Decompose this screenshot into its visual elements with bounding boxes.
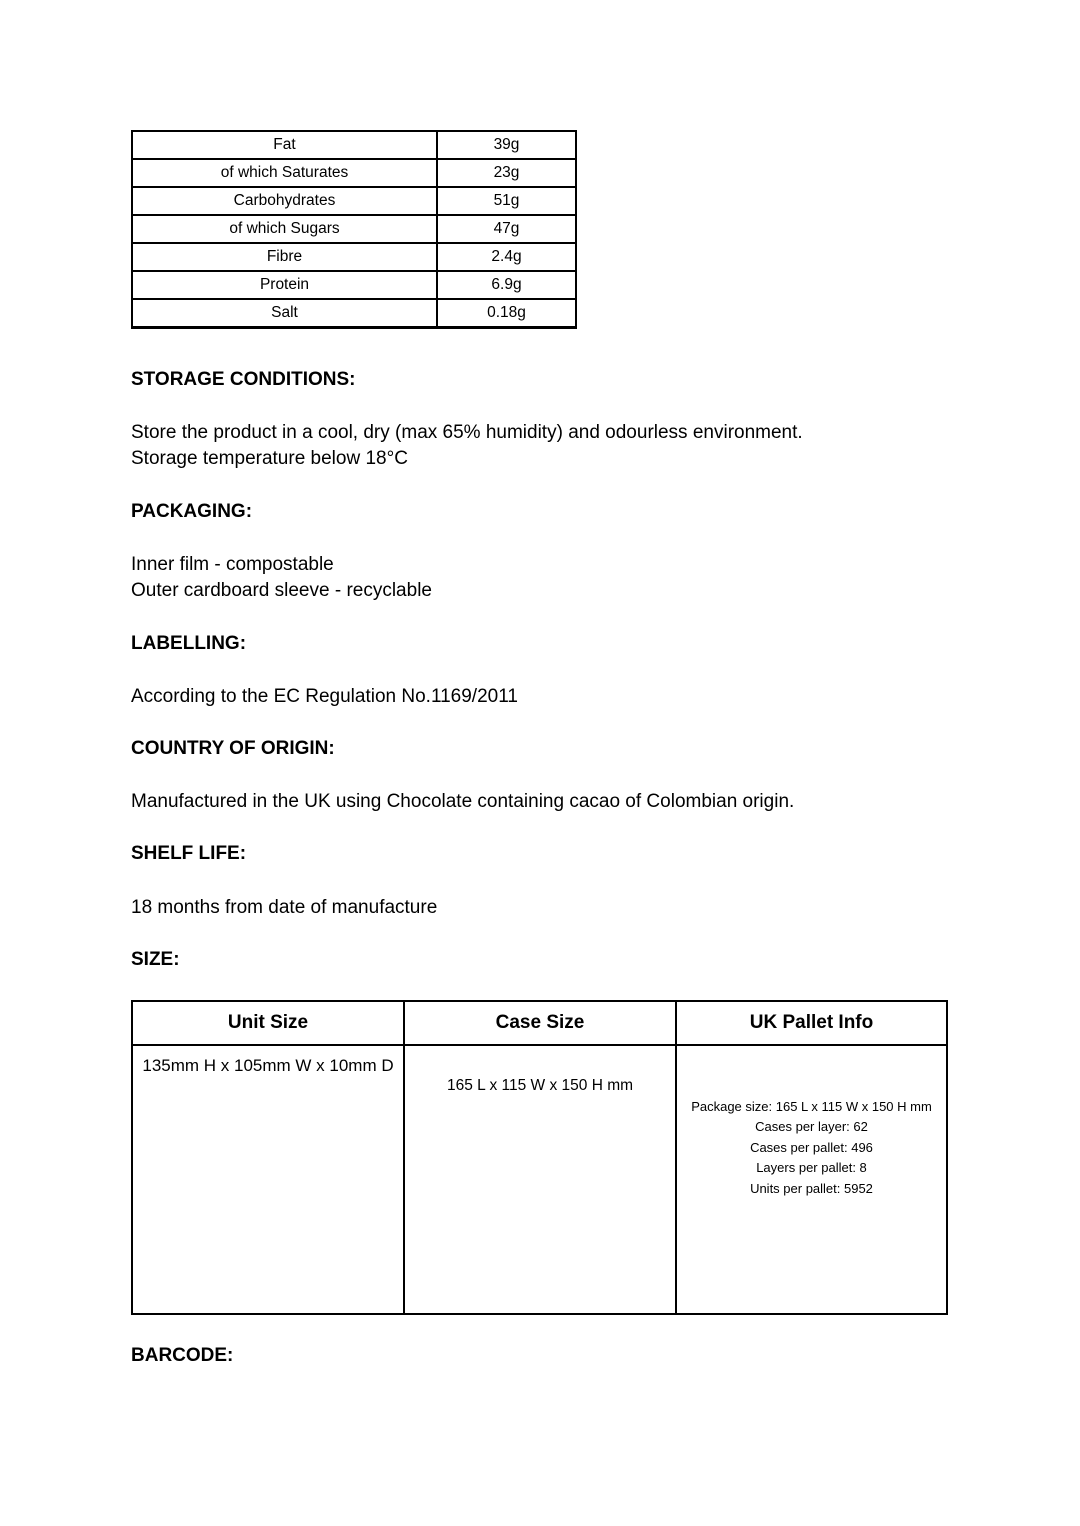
table-row: [132, 1045, 947, 1314]
unit-size-cell: [132, 1045, 404, 1314]
pallet-info-line: Cases per pallet: 496: [750, 1139, 873, 1155]
column-header: Unit Size: [132, 1001, 404, 1045]
column-header: Case Size: [404, 1001, 676, 1045]
unit-size-value: 135mm H x 105mm W x 10mm D: [142, 1056, 394, 1075]
nutrient-value: 39g: [437, 131, 576, 159]
nutrient-name: of which Saturates: [132, 159, 437, 187]
nutrient-value: 51g: [437, 187, 576, 215]
shelf-life-heading: SHELF LIFE:: [131, 843, 247, 864]
pallet-info-line: Cases per layer: 62: [755, 1119, 868, 1135]
origin-heading: COUNTRY OF ORIGIN:: [131, 738, 335, 759]
pallet-info-line: Units per pallet: 5952: [750, 1180, 873, 1196]
nutrient-name: of which Sugars: [132, 215, 437, 243]
nutrient-name: Salt: [132, 299, 437, 328]
nutrient-value: 0.18g: [437, 299, 576, 328]
packaging-heading: PACKAGING:: [131, 501, 253, 522]
storage-line: Store the product in a cool, dry (max 65% humidity) and odourless environment.: [131, 422, 803, 443]
packaging-line: Inner film - compostable: [131, 554, 334, 575]
storage-heading: STORAGE CONDITIONS:: [131, 369, 356, 390]
nutrient-value: 23g: [437, 159, 576, 187]
nutrient-value: 47g: [437, 215, 576, 243]
size-heading: SIZE:: [131, 949, 180, 970]
case-size-value: 165 L x 115 W x 150 H mm: [446, 1077, 634, 1094]
case-size-cell: [404, 1045, 676, 1314]
pallet-info-line: Package size: 165 L x 115 W x 150 H mm: [691, 1099, 932, 1114]
table-row: [132, 159, 576, 187]
labelling-text: According to the EC Regulation No.1169/2011: [131, 686, 518, 707]
origin-text: Manufactured in the UK using Chocolate containing cacao of Colombian origin.: [131, 791, 795, 812]
nutrient-name: Fat: [132, 131, 437, 159]
shelf-life-text: 18 months from date of manufacture: [131, 897, 438, 918]
size-table: [131, 1000, 948, 1315]
nutrient-value: 2.4g: [437, 243, 576, 271]
storage-text: [131, 420, 803, 472]
nutrient-name: Protein: [132, 271, 437, 299]
pallet-info-cell: [676, 1045, 947, 1314]
packaging-text: [131, 552, 432, 604]
table-row: [132, 215, 576, 243]
nutrition-table: [131, 130, 577, 329]
table-row: [132, 187, 576, 215]
table-row: [132, 299, 576, 328]
table-row: [132, 271, 576, 299]
barcode-heading: BARCODE:: [131, 1345, 234, 1366]
nutrient-name: Fibre: [132, 243, 437, 271]
table-row: [132, 131, 576, 159]
labelling-heading: LABELLING:: [131, 633, 247, 654]
packaging-line: Outer cardboard sleeve - recyclable: [131, 580, 432, 601]
storage-line: Storage temperature below 18°C: [131, 448, 408, 469]
table-row: [132, 243, 576, 271]
table-header-row: [132, 1001, 947, 1045]
pallet-info-line: Layers per pallet: 8: [756, 1160, 867, 1176]
nutrient-value: 6.9g: [437, 271, 576, 299]
column-header: UK Pallet Info: [676, 1001, 947, 1045]
nutrient-name: Carbohydrates: [132, 187, 437, 215]
